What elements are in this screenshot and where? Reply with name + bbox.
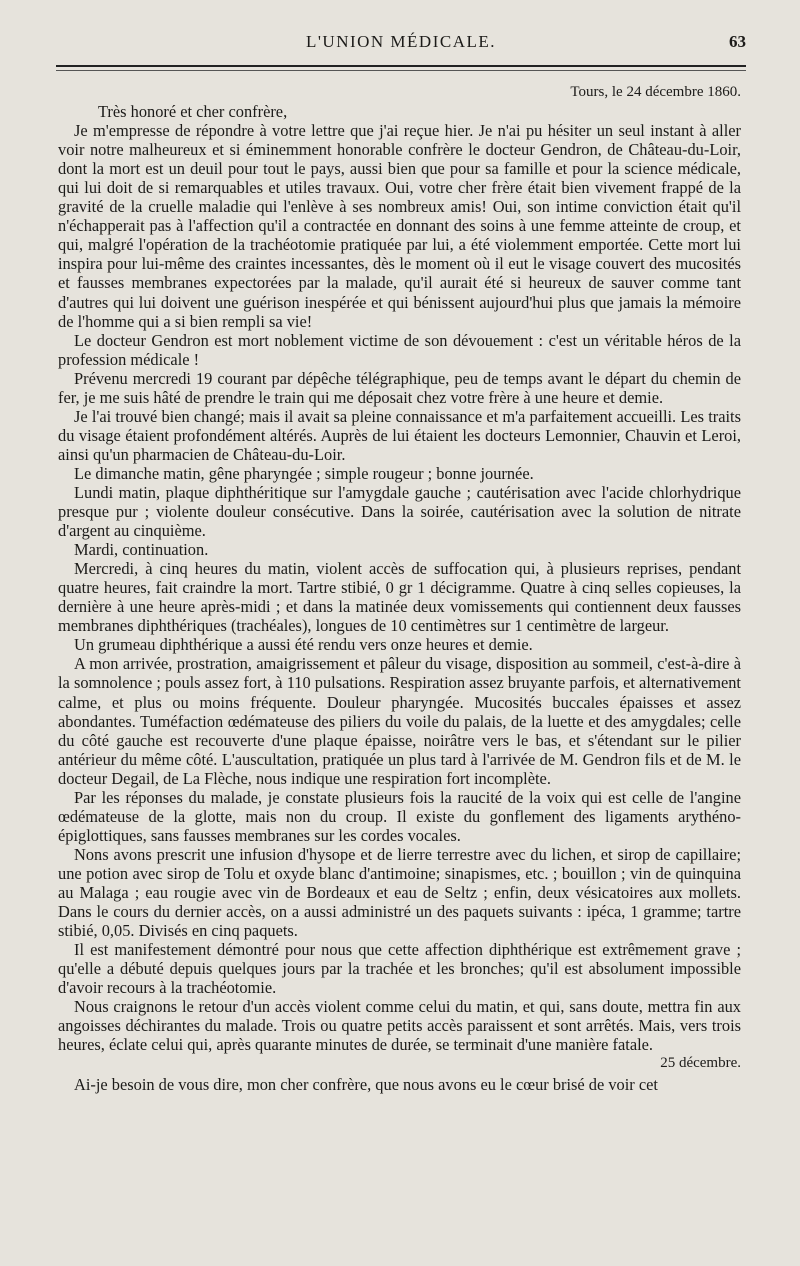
page-number: 63 (729, 32, 746, 51)
paragraph: Nons avons prescrit une infusion d'hysope et de lierre terrestre avec du lichen, et sirop de capillaire; une potion avec sirop de Tolu et oxyde blanc d'antimoine; sinapismes, etc. ; bouillon ; vin de quinquina au Malaga ; eau rougie avec vin de Bordeaux et eau de Seltz ; enfin, deux vésicatoires aux mollets. Dans le cours du dernier accès, on a aussi administré un des paquets suivants : ipéca, 1 gramme; tartre stibié, 0,05. Divisés en cinq paquets. (58, 844, 741, 941)
salutation: Très honoré et cher confrère, (98, 102, 288, 122)
paragraph: Mercredi, à cinq heures du matin, violent accès de suffocation qui, à plusieurs reprises, pendant quatre heures, fait craindre la mort. Tartre stibié, 0 gr 1 décigramme. Quatre à cinq selles copieuses, la dernière à une heure après-midi ; et dans la matinée deux vomissements qui contiennent deux fausses membranes diphthériques (trachéales), longues de 10 centimètres sur 1 centimètre de largeur. (58, 559, 741, 636)
paragraph: Je l'ai trouvé bien changé; mais il avait sa pleine connaissance et m'a parfaitement accueilli. Les traits du visage étaient profondément altérés. Auprès de lui étaient les docteurs Lemonnier, Chauvin et Leroi, ainsi qu'un pharmacien de Château-du-Loir. (58, 406, 741, 464)
letter-body (58, 83, 741, 1094)
paragraph: Par les réponses du malade, je constate plusieurs fois la raucité de la voix qui est celle de l'angine œdémateuse de la glotte, mais non du croup. Il existe du gonflement des ligaments arythéno-épiglottiques, sans fausses membranes sur les cordes vocales. (58, 787, 741, 845)
header-rule-thin (56, 70, 746, 71)
paragraph: Mardi, continuation. (74, 540, 209, 560)
running-header (56, 32, 746, 56)
paragraph: Je m'empresse de répondre à votre lettre que j'ai reçue hier. Je n'ai pu hésiter un seul instant à aller voir notre malheureux et si éminemment honorable confrère le docteur Gendron, de Château-du-Loir, dont la mort est un deuil pour tout le pays, aussi bien que pour sa famille et pour la science médicale, qui lui doit de si remarquables et utiles travaux. Oui, votre cher frère était bien vivement frappé de la gravité de la cruelle maladie qui l'enlève à ses nombreux amis! Oui, son intime conviction était qu'il n'échapperait pas à l'affection qu'il a contractée en donnant des soins à une femme atteinte de croup, et qui, malgré l'opération de la trachéotomie pratiquée par lui, a été violemment emportée. Cette mort lui inspira pour lui-même des craintes incessantes, dès le moment où il eut le visage couvert des mucosités et fausses membranes expectorées par la malade, qu'il aurait été si heureux de sauver comme tant d'autres qui lui doivent une guérison inespérée et qui bénissent aujourd'hui plus que jamais la mémoire de l'homme qui a si bien rempli sa vie! (58, 121, 741, 331)
paragraph: Le docteur Gendron est mort noblement victime de son dévouement : c'est un véritable héros de la profession médicale ! (58, 330, 741, 369)
closing-line: Ai-je besoin de vous dire, mon cher confrère, que nous avons eu le cœur brisé de voir cet (74, 1075, 658, 1095)
paragraph: Prévenu mercredi 19 courant par dépêche télégraphique, peu de temps avant le départ du chemin de fer, je me suis hâté de prendre le train qui me déposait chez votre frère à une heure et demie. (58, 368, 741, 407)
paragraph: Un grumeau diphthérique a aussi été rendu vers onze heures et demie. (74, 635, 533, 655)
journal-title: L'UNION MÉDICALE. (305, 32, 497, 51)
paragraph: Lundi matin, plaque diphthéritique sur l'amygdale gauche ; cautérisation avec l'acide chlorhydrique presque pur ; violente douleur consécutive. Dans la soirée, cautérisation avec la solution de nitrate d'argent au cinquième. (58, 482, 741, 541)
paragraph: Nous craignons le retour d'un accès violent comme celui du matin, et qui, sans doute, mettra fin aux angoisses déchirantes du malade. Trois ou quatre petits accès paraissent et sont arrêtés. Mais, vers trois heures, éclate celui qui, après quarante minutes de durée, se terminait d'une manière fatale. (58, 997, 741, 1055)
paragraph: Le dimanche matin, gêne pharyngée ; simple rougeur ; bonne journée. (74, 463, 534, 483)
paragraph: A mon arrivée, prostration, amaigrissement et pâleur du visage, disposition au sommeil, c'est-à-dire à la somnolence ; pouls assez fort, à 110 pulsations. Respiration assez bruyante parfois, et alternativement calme, et plus ou moins fréquente. Douleur pharyngée. Mucosités buccales épaisses et assez abondantes. Tuméfaction œdémateuse des piliers du voile du palais, de la luette et des amygdales; celle du côté gauche est recouverte d'une plaque épaisse, noirâtre vers le bas, et s'étendant sur le pilier antérieur du même côté. L'auscultation, pratiquée un plus tard à l'arrivée de M. Gendron fils et de M. le docteur Degail, de La Flèche, nous indique une respiration fort incomplète. (58, 654, 741, 788)
second-dateline: 25 décembre. (660, 1055, 741, 1072)
paragraph: Il est manifestement démontré pour nous que cette affection diphthérique est extrêmement grave ; qu'elle a débuté depuis quelques jours par la trachée et les bronches; qu'il est absolument impossible d'avoir recours à la trachéotomie. (58, 940, 741, 998)
header-rule (56, 65, 746, 67)
dateline: Tours, le 24 décembre 1860. (570, 84, 741, 100)
